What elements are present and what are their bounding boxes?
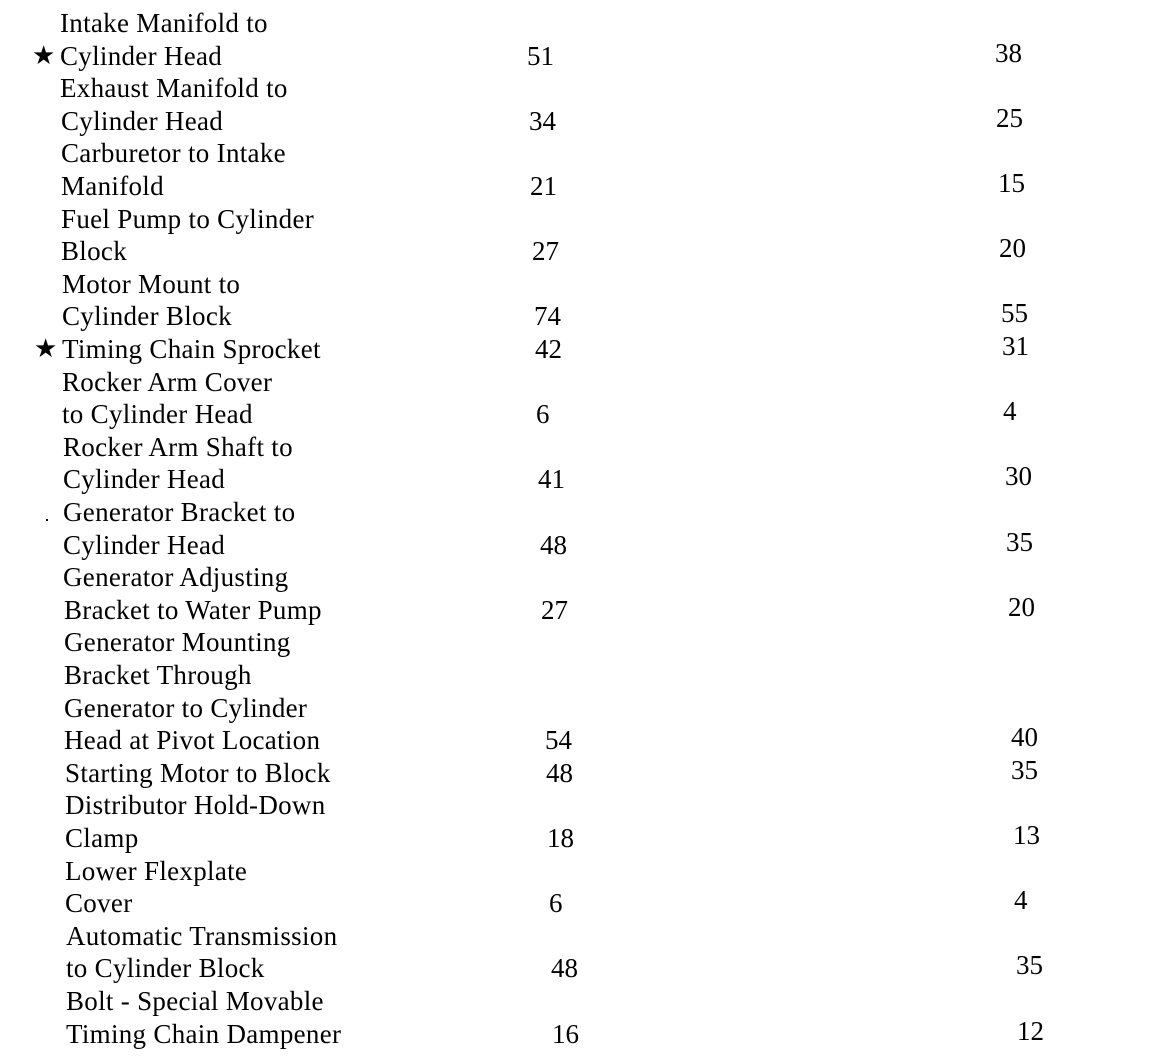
part-description-line: Fuel Pump to Cylinder (61, 203, 315, 234)
torque-ftlb-value: 12 (1017, 1015, 1044, 1046)
part-description-line: Cylinder Head (60, 40, 223, 71)
part-description-line: Bolt - Special Movable (66, 986, 324, 1016)
part-description-line: Generator to Cylinder (64, 692, 308, 723)
part-description-line: Generator Mounting (64, 627, 291, 658)
torque-ftlb-value: 20 (999, 233, 1026, 264)
torque-nm-value: 6 (549, 888, 563, 919)
part-description-line: Automatic Transmission (66, 920, 338, 951)
star-icon: ★ (32, 40, 56, 70)
torque-ftlb-value: 15 (998, 168, 1025, 198)
part-description-line: Rocker Arm Shaft to (63, 431, 293, 462)
torque-nm-value: 16 (552, 1018, 579, 1049)
part-description-line: Head at Pivot Location (64, 725, 321, 756)
part-description-line: Bracket to Water Pump (64, 594, 322, 625)
part-description-line: Timing Chain Sprocket (62, 334, 321, 364)
part-description-line: Lower Flexplate (65, 855, 248, 886)
torque-nm-value: 27 (532, 236, 559, 267)
part-description-line: Carburetor to Intake (61, 138, 286, 169)
torque-nm-value: 48 (551, 953, 578, 984)
part-description-line: Generator Adjusting (63, 562, 289, 593)
torque-ftlb-value: 31 (1002, 331, 1029, 361)
torque-nm-value: 41 (538, 464, 565, 495)
torque-ftlb-value: 35 (1006, 526, 1033, 557)
part-description-line: Block (61, 236, 127, 267)
part-description-line: Clamp (65, 823, 139, 853)
part-description-line: Starting Motor to Block (65, 757, 331, 788)
part-description-line: Distributor Hold-Down (65, 790, 326, 821)
part-description-line: Exhaust Manifold to (60, 73, 288, 104)
torque-ftlb-value: 35 (1011, 754, 1038, 785)
torque-ftlb-value: 55 (1001, 298, 1028, 329)
part-description-line: Timing Chain Dampener (66, 1018, 342, 1049)
part-description-line: Bracket Through (64, 660, 252, 690)
part-description-line: Cover (65, 888, 133, 919)
torque-nm-value: 48 (546, 757, 573, 788)
part-description-line: Cylinder Block (62, 301, 232, 332)
part-description-line: to Cylinder Block (66, 953, 265, 984)
torque-ftlb-value: 35 (1016, 950, 1043, 981)
part-description-line: Rocker Arm Cover (62, 366, 273, 397)
torque-nm-value: 74 (534, 301, 561, 332)
part-description-line: to Cylinder Head (62, 399, 253, 430)
torque-nm-value: 42 (535, 334, 562, 364)
torque-ftlb-value: 30 (1005, 461, 1032, 492)
torque-ftlb-value: 20 (1008, 591, 1035, 622)
star-icon: ★ (34, 334, 58, 363)
part-description-line: Generator Bracket to (63, 497, 296, 527)
torque-nm-value: 6 (536, 399, 550, 430)
torque-ftlb-value: 38 (995, 37, 1022, 68)
part-description-line: Cylinder Head (61, 105, 224, 136)
part-description-line: Cylinder Head (63, 529, 226, 560)
torque-nm-value: 54 (545, 725, 572, 756)
torque-ftlb-value: 25 (996, 102, 1023, 133)
torque-nm-value: 34 (529, 105, 556, 136)
part-description-line: Cylinder Head (63, 464, 226, 495)
torque-ftlb-value: 40 (1011, 722, 1038, 753)
torque-nm-value: 27 (541, 594, 568, 625)
part-description-line: Motor Mount to (62, 268, 241, 299)
torque-nm-value: 18 (547, 823, 574, 853)
part-description-line: Intake Manifold to (60, 8, 268, 38)
torque-ftlb-value: 13 (1013, 820, 1040, 850)
part-description-line: Manifold (61, 171, 164, 201)
torque-nm-value: 48 (540, 529, 567, 560)
torque-nm-value: 51 (527, 40, 554, 71)
torque-ftlb-value: 4 (1014, 885, 1028, 916)
torque-nm-value: 21 (530, 171, 557, 201)
torque-ftlb-value: 4 (1003, 396, 1017, 427)
scan-speck (46, 519, 48, 521)
